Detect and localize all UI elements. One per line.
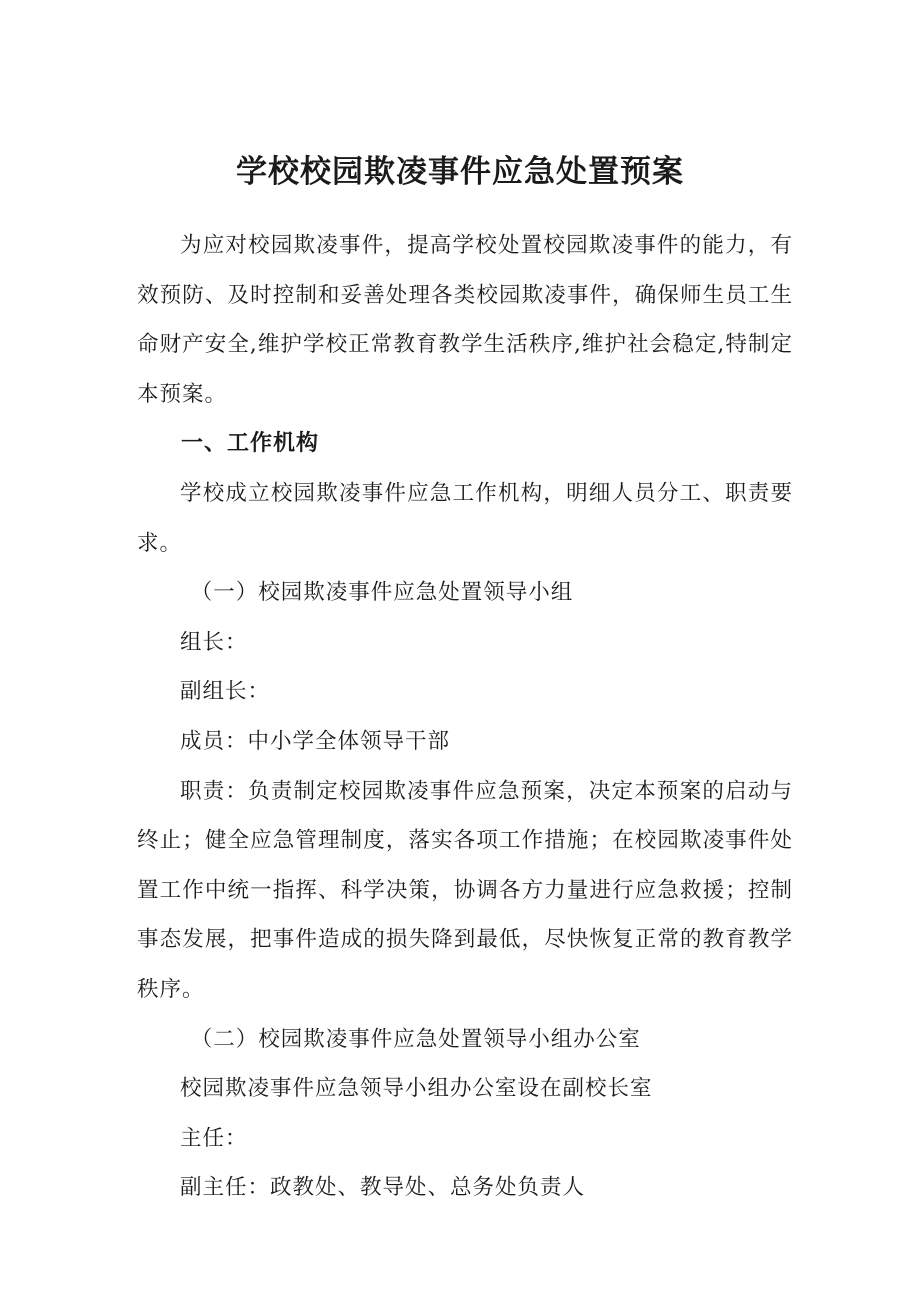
- deputy-director-line: 副主任：政教处、教导处、总务处负责人: [180, 1175, 586, 1201]
- section-heading-work-organization: 一、工作机构: [181, 431, 320, 457]
- subsection-heading-leading-group: （一）校园欺凌事件应急处置领导小组: [190, 580, 574, 606]
- office-location-line: 校园欺凌事件应急领导小组办公室设在副校长室: [180, 1076, 653, 1102]
- group-leader-line: 组长：: [180, 629, 248, 655]
- intro-paragraph: 为应对校园欺凌事件，提高学校处置校园欺凌事件的能力，有效预防、及时控制和妥善处理各类校园欺凌事件，确保师生员工生命财产安全,维护学校正常教育教学生活秩序,维护社会稳定,特制定本预案。: [137, 233, 793, 407]
- document-body: [137, 221, 793, 1213]
- subsection-heading-office: （二）校园欺凌事件应急处置领导小组办公室: [190, 1026, 641, 1052]
- director-line: 主任：: [180, 1125, 248, 1151]
- duties-paragraph: 职责：负责制定校园欺凌事件应急预案，决定本预案的启动与终止；健全应急管理制度，落实各项工作措施；在校园欺凌事件处置工作中统一指挥、科学决策，协调各方力量进行应急救援；控制事态发展，把事件造成的损失降到最低，尽快恢复正常的教育教学秩序。: [137, 778, 793, 1002]
- deputy-leader-line: 副组长：: [180, 679, 271, 705]
- document-title: 学校校园欺凌事件应急处置预案: [236, 154, 684, 190]
- members-line: 成员：中小学全体领导干部: [180, 728, 451, 754]
- section-paragraph: 学校成立校园欺凌事件应急工作机构，明细人员分工、职责要求。: [137, 480, 793, 556]
